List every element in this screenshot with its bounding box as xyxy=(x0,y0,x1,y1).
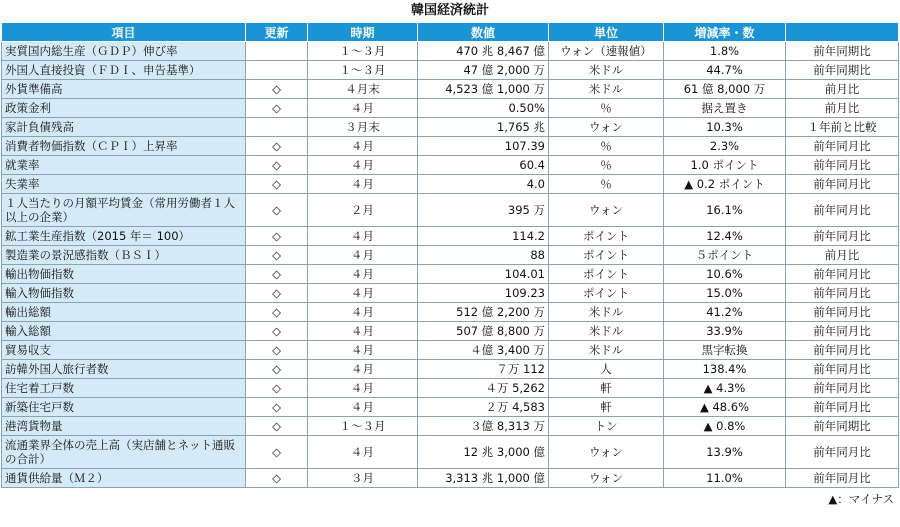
unit-cell: 米ドル xyxy=(549,61,664,80)
value-cell: 395 万 xyxy=(418,194,549,227)
update-cell: ◇ xyxy=(246,303,308,322)
rate-cell: 10.6% xyxy=(664,265,786,284)
update-cell: ◇ xyxy=(246,246,308,265)
item-cell: 鉱工業生産指数（2015 年＝ 100） xyxy=(2,227,246,246)
table-row xyxy=(2,246,899,265)
unit-cell: 米ドル xyxy=(549,341,664,360)
item-cell: 輸入総額 xyxy=(2,322,246,341)
compare-cell: 前年同月比 xyxy=(786,469,899,488)
update-cell xyxy=(246,118,308,137)
unit-cell: ポイント xyxy=(549,265,664,284)
rate-cell: 41.2% xyxy=(664,303,786,322)
unit-cell: 人 xyxy=(549,360,664,379)
header-compare xyxy=(786,23,899,42)
compare-cell: 前年同期比 xyxy=(786,42,899,61)
item-cell: １人当たりの月額平均賃金（常用労働者１人以上の企業） xyxy=(2,194,246,227)
update-cell: ◇ xyxy=(246,436,308,469)
rate-cell: 61 億 8,000 万 xyxy=(664,80,786,99)
header-row xyxy=(2,23,899,42)
table-row xyxy=(2,42,899,61)
update-cell: ◇ xyxy=(246,379,308,398)
table-row xyxy=(2,227,899,246)
compare-cell: 前年同月比 xyxy=(786,175,899,194)
value-cell: 470 兆 8,467 億 xyxy=(418,42,549,61)
period-cell: ２月 xyxy=(308,194,418,227)
value-cell: ７万 112 xyxy=(418,360,549,379)
value-cell: 4.0 xyxy=(418,175,549,194)
item-cell: 新築住宅戸数 xyxy=(2,398,246,417)
compare-cell: 前年同月比 xyxy=(786,194,899,227)
table-row xyxy=(2,175,899,194)
table-row xyxy=(2,398,899,417)
header-rate: 増減率・数 xyxy=(664,23,786,42)
compare-cell: 前年同月比 xyxy=(786,398,899,417)
unit-cell: ウォン xyxy=(549,194,664,227)
unit-cell: ウォン xyxy=(549,436,664,469)
unit-cell: 軒 xyxy=(549,398,664,417)
item-cell: 失業率 xyxy=(2,175,246,194)
period-cell: ４月 xyxy=(308,322,418,341)
compare-cell: 前年同月比 xyxy=(786,227,899,246)
value-cell: 12 兆 3,000 億 xyxy=(418,436,549,469)
update-cell: ◇ xyxy=(246,341,308,360)
rate-cell: 33.9% xyxy=(664,322,786,341)
table-row xyxy=(2,80,899,99)
value-cell: ４億 3,400 万 xyxy=(418,341,549,360)
rate-cell: 13.9% xyxy=(664,436,786,469)
value-cell: ３億 8,313 万 xyxy=(418,417,549,436)
rate-cell: 44.7% xyxy=(664,61,786,80)
period-cell: ３月末 xyxy=(308,118,418,137)
period-cell: ４月 xyxy=(308,303,418,322)
header-item: 項目 xyxy=(2,23,246,42)
table-row xyxy=(2,436,899,469)
period-cell: ４月末 xyxy=(308,80,418,99)
item-cell: 就業率 xyxy=(2,156,246,175)
period-cell: ４月 xyxy=(308,360,418,379)
rate-cell: 据え置き xyxy=(664,99,786,118)
table-row xyxy=(2,99,899,118)
update-cell: ◇ xyxy=(246,417,308,436)
update-cell: ◇ xyxy=(246,99,308,118)
page-title: 韓国経済統計 xyxy=(410,3,489,18)
unit-cell: ％ xyxy=(549,175,664,194)
table-row xyxy=(2,137,899,156)
period-cell: ４月 xyxy=(308,284,418,303)
unit-cell: 軒 xyxy=(549,379,664,398)
value-cell: 104.01 xyxy=(418,265,549,284)
period-cell: ４月 xyxy=(308,341,418,360)
item-cell: 実質国内総生産（ＧＤＰ）伸び率 xyxy=(2,42,246,61)
item-cell: 住宅着工戸数 xyxy=(2,379,246,398)
compare-cell: 前年同期比 xyxy=(786,417,899,436)
item-cell: 訪韓外国人旅行者数 xyxy=(2,360,246,379)
table-row xyxy=(2,379,899,398)
period-cell: ４月 xyxy=(308,137,418,156)
value-cell: 60.4 xyxy=(418,156,549,175)
rate-cell: 11.0% xyxy=(664,469,786,488)
period-cell: ４月 xyxy=(308,246,418,265)
rate-cell: 1.8% xyxy=(664,42,786,61)
rate-cell: 1.0 ポイント xyxy=(664,156,786,175)
unit-cell: ウォン xyxy=(549,469,664,488)
period-cell: ４月 xyxy=(308,227,418,246)
period-cell: １～３月 xyxy=(308,417,418,436)
item-cell: 輸入物価指数 xyxy=(2,284,246,303)
value-cell: 1,765 兆 xyxy=(418,118,549,137)
header-unit: 単位 xyxy=(549,23,664,42)
unit-cell: 米ドル xyxy=(549,322,664,341)
unit-cell: ％ xyxy=(549,99,664,118)
compare-cell: １年前と比較 xyxy=(786,118,899,137)
rate-cell: ▲ 4.3% xyxy=(664,379,786,398)
rate-cell: 10.3% xyxy=(664,118,786,137)
item-cell: 通貨供給量（Ｍ２） xyxy=(2,469,246,488)
unit-cell: 米ドル xyxy=(549,303,664,322)
value-cell: 3,313 兆 1,000 億 xyxy=(418,469,549,488)
compare-cell: 前年同月比 xyxy=(786,341,899,360)
item-cell: 流通業界全体の売上高（実店舗とネット通販の合計） xyxy=(2,436,246,469)
update-cell xyxy=(246,61,308,80)
table-row xyxy=(2,417,899,436)
header-period: 時期 xyxy=(308,23,418,42)
value-cell: 47 億 2,000 万 xyxy=(418,61,549,80)
table-row xyxy=(2,118,899,137)
update-cell: ◇ xyxy=(246,398,308,417)
period-cell: ４月 xyxy=(308,99,418,118)
rate-cell: ▲ 48.6% xyxy=(664,398,786,417)
period-cell: ４月 xyxy=(308,265,418,284)
unit-cell: トン xyxy=(549,417,664,436)
update-cell: ◇ xyxy=(246,80,308,99)
rate-cell: ▲ 0.8% xyxy=(664,417,786,436)
table-row xyxy=(2,156,899,175)
update-cell: ◇ xyxy=(246,227,308,246)
compare-cell: 前年同月比 xyxy=(786,137,899,156)
table-row xyxy=(2,341,899,360)
period-cell: ３月 xyxy=(308,469,418,488)
value-cell: 507 億 8,800 万 xyxy=(418,322,549,341)
stats-table xyxy=(1,22,899,488)
compare-cell: 前月比 xyxy=(786,246,899,265)
item-cell: 輸出総額 xyxy=(2,303,246,322)
table-row xyxy=(2,469,899,488)
table-row xyxy=(2,194,899,227)
value-cell: 0.50% xyxy=(418,99,549,118)
period-cell: ４月 xyxy=(308,379,418,398)
item-cell: 政策金利 xyxy=(2,99,246,118)
footnote: ▲：マイナス xyxy=(828,492,894,506)
unit-cell: ポイント xyxy=(549,227,664,246)
rate-cell: 黒字転換 xyxy=(664,341,786,360)
value-cell: 512 億 2,200 万 xyxy=(418,303,549,322)
header-value: 数値 xyxy=(418,23,549,42)
rate-cell: 12.4% xyxy=(664,227,786,246)
header-update: 更新 xyxy=(246,23,308,42)
period-cell: １～３月 xyxy=(308,61,418,80)
update-cell: ◇ xyxy=(246,284,308,303)
rate-cell: 2.3% xyxy=(664,137,786,156)
value-cell: 107.39 xyxy=(418,137,549,156)
rate-cell: 15.0% xyxy=(664,284,786,303)
compare-cell: 前年同月比 xyxy=(786,303,899,322)
item-cell: 製造業の景況感指数（ＢＳＩ） xyxy=(2,246,246,265)
update-cell: ◇ xyxy=(246,137,308,156)
value-cell: 88 xyxy=(418,246,549,265)
rate-cell: 138.4% xyxy=(664,360,786,379)
update-cell: ◇ xyxy=(246,322,308,341)
compare-cell: 前年同月比 xyxy=(786,360,899,379)
compare-cell: 前年同月比 xyxy=(786,284,899,303)
rate-cell: 16.1% xyxy=(664,194,786,227)
period-cell: １～３月 xyxy=(308,42,418,61)
compare-cell: 前年同月比 xyxy=(786,322,899,341)
unit-cell: ウォン（速報値） xyxy=(549,42,664,61)
compare-cell: 前月比 xyxy=(786,80,899,99)
compare-cell: 前年同期比 xyxy=(786,61,899,80)
item-cell: 貿易収支 xyxy=(2,341,246,360)
period-cell: ４月 xyxy=(308,398,418,417)
item-cell: 消費者物価指数（ＣＰＩ）上昇率 xyxy=(2,137,246,156)
update-cell: ◇ xyxy=(246,175,308,194)
update-cell: ◇ xyxy=(246,360,308,379)
unit-cell: 米ドル xyxy=(549,80,664,99)
update-cell xyxy=(246,42,308,61)
value-cell: ２万 4,583 xyxy=(418,398,549,417)
item-cell: 輸出物価指数 xyxy=(2,265,246,284)
rate-cell: ▲ 0.2 ポイント xyxy=(664,175,786,194)
unit-cell: ウォン xyxy=(549,118,664,137)
value-cell: 4,523 億 1,000 万 xyxy=(418,80,549,99)
value-cell: 114.2 xyxy=(418,227,549,246)
rate-cell: ５ポイント xyxy=(664,246,786,265)
table-row xyxy=(2,322,899,341)
value-cell: ４万 5,262 xyxy=(418,379,549,398)
compare-cell: 前年同月比 xyxy=(786,379,899,398)
item-cell: 外貨準備高 xyxy=(2,80,246,99)
table-row xyxy=(2,61,899,80)
update-cell: ◇ xyxy=(246,469,308,488)
update-cell: ◇ xyxy=(246,265,308,284)
item-cell: 家計負債残高 xyxy=(2,118,246,137)
update-cell: ◇ xyxy=(246,156,308,175)
table-row xyxy=(2,360,899,379)
compare-cell: 前年同月比 xyxy=(786,265,899,284)
compare-cell: 前月比 xyxy=(786,99,899,118)
table-row xyxy=(2,265,899,284)
value-cell: 109.23 xyxy=(418,284,549,303)
unit-cell: ％ xyxy=(549,137,664,156)
unit-cell: ％ xyxy=(549,156,664,175)
period-cell: ４月 xyxy=(308,175,418,194)
table-row xyxy=(2,284,899,303)
compare-cell: 前年同月比 xyxy=(786,156,899,175)
item-cell: 港湾貨物量 xyxy=(2,417,246,436)
item-cell: 外国人直接投資（ＦＤＩ、申告基準） xyxy=(2,61,246,80)
period-cell: ４月 xyxy=(308,156,418,175)
table-row xyxy=(2,303,899,322)
unit-cell: ポイント xyxy=(549,246,664,265)
update-cell: ◇ xyxy=(246,194,308,227)
period-cell: ４月 xyxy=(308,436,418,469)
unit-cell: ポイント xyxy=(549,284,664,303)
compare-cell: 前年同月比 xyxy=(786,436,899,469)
